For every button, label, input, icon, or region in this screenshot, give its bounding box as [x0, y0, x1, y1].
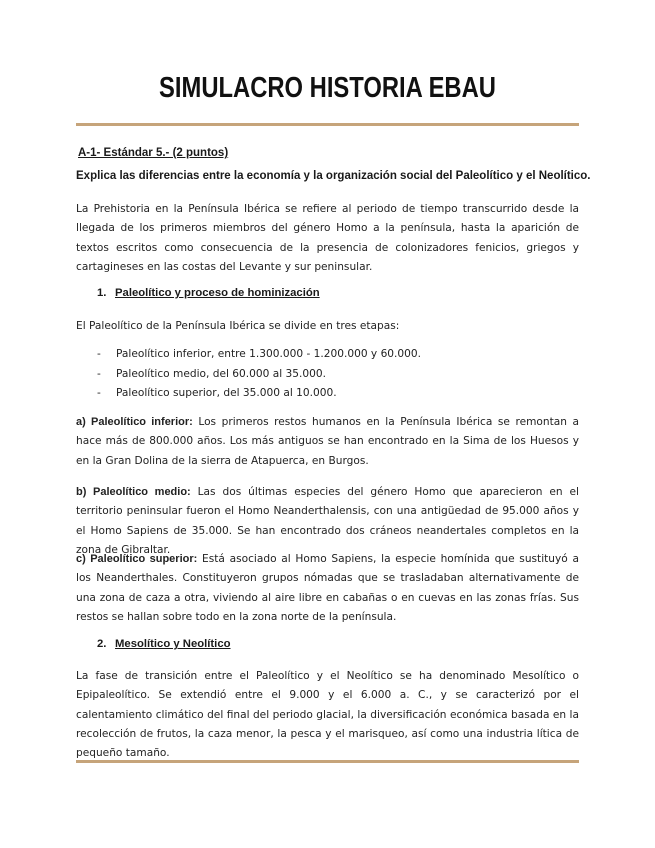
list-bullet: -	[97, 387, 101, 399]
list-item	[97, 345, 577, 365]
list-item-text: Paleolítico superior, del 35.000 al 10.000.	[116, 387, 337, 399]
paleolitico-inferior-paragraph	[76, 413, 579, 471]
document-title: SIMULACRO HISTORIA EBAU	[159, 72, 496, 104]
stages-list	[97, 345, 577, 404]
paragraph-text: Está asociado al Homo Sapiens, la especie homínida que sustituyó a los Neanderthales. Constituyeron grupos nómadas que se trasladaban alternativamente de una zona de caza a otra, viviendo al aire libre en cabañas o en cuevas en las zonas frías. Sus restos se hallan sobre todo en la zona norte de la península.	[76, 553, 579, 623]
intro-paragraph: La Prehistoria en la Península Ibérica se refiere al periodo de tiempo transcurrido desde la llegada de los primeros miembros del género Homo a la península, hasta la aparición de textos escritos como consecuencia de la presencia de colonizadores fenicios, griegos y cartagineses en las costas del Levante y sur peninsular.	[76, 203, 579, 273]
bottom-divider	[76, 760, 579, 763]
mesolitico-paragraph: La fase de transición entre el Paleolítico y el Neolítico se ha denominado Mesolítico o Epipaleolítico. Se extendió entre el 9.000 y el 6.000 a. C., y se caracterizó por el calentamiento climático del final del periodo glacial, la diversificación económica basada en la recolección de frutos, la caza menor, la pesca y el marisqueo, así como una industria lítica de pequeño tamaño.	[76, 670, 579, 760]
paragraph-label: b) Paleolítico medio:	[76, 486, 191, 498]
top-divider	[76, 123, 579, 126]
paleolitico-medio-paragraph	[76, 483, 579, 560]
standard-label: A-1- Estándar 5.- (2 puntos)	[78, 147, 229, 159]
list-bullet: -	[97, 348, 101, 360]
paragraph-label: c) Paleolítico superior:	[76, 553, 198, 565]
list-item	[97, 365, 577, 385]
section-heading-paleolitico	[97, 287, 320, 299]
section-number: 1.	[97, 287, 107, 299]
list-bullet: -	[97, 367, 101, 380]
paragraph-text: Las dos últimas especies del género Homo que aparecieron en el territorio peninsular fueron el Homo Neanderthalensis, con una antigüedad de 95.000 años y el Homo Sapiens de 35.000. Se han encontrado dos cráneos neandertales completos en la zona de Gibraltar.	[76, 486, 579, 556]
paleolitico-intro: El Paleolítico de la Península Ibérica se divide en tres etapas:	[76, 320, 400, 332]
paragraph-label: a) Paleolítico inferior:	[76, 416, 193, 428]
list-item-text: Paleolítico inferior, entre 1.300.000 - 1.200.000 y 60.000.	[116, 348, 421, 360]
section-title: Paleolítico y proceso de hominización	[115, 287, 320, 299]
paleolitico-superior-paragraph	[76, 550, 579, 627]
list-item	[97, 384, 577, 404]
paragraph-text: Los primeros restos humanos en la Península Ibérica se remontan a hace más de 800.000 años. Los más antiguos se han encontrado en la Sima de los Huesos y en la Gran Dolina de la sierra de Atapuerca, en Burgos.	[76, 416, 579, 467]
list-item-text: Paleolítico medio, del 60.000 al 35.000.	[116, 367, 326, 380]
section-heading-mesolitico	[97, 638, 231, 650]
section-title: Mesolítico y Neolítico	[115, 638, 231, 650]
exam-question: Explica las diferencias entre la economía y la organización social del Paleolítico y el Neolítico.	[76, 170, 591, 182]
section-number: 2.	[97, 638, 107, 650]
